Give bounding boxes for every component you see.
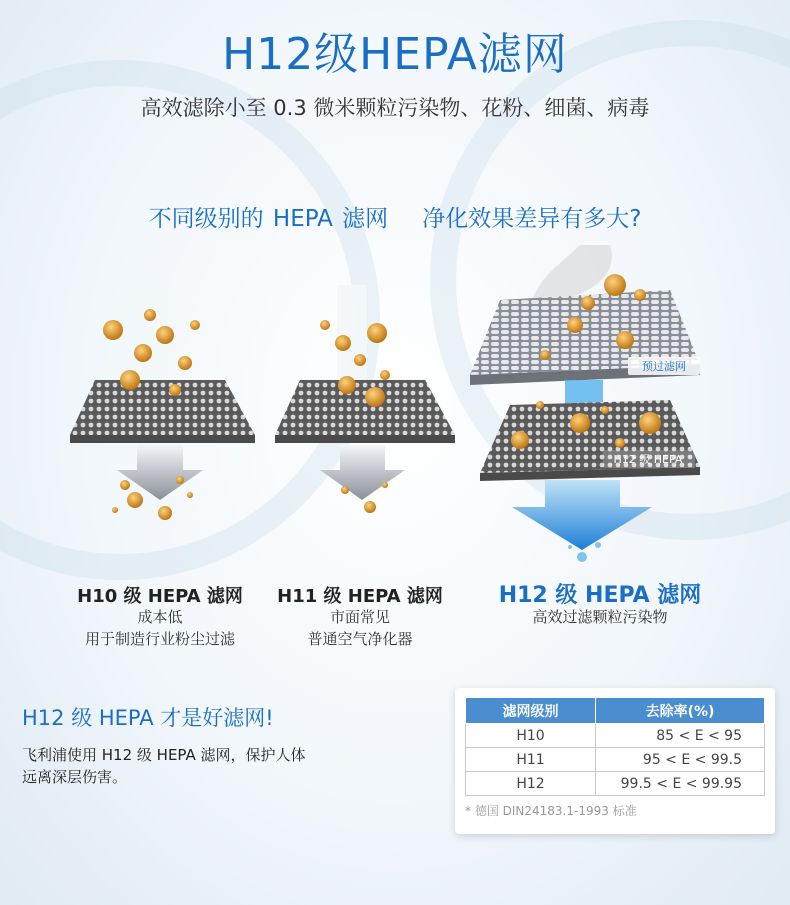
comparison-question xyxy=(0,200,790,233)
question-left: 不同级别的 HEPA 滤网 xyxy=(148,206,389,232)
h10-desc-2: 用于制造行业粉尘过滤 xyxy=(84,630,235,648)
filter-edge xyxy=(275,435,455,443)
conclusion-text xyxy=(22,744,306,788)
grade-cell: H10 xyxy=(466,724,596,748)
conclusion-line-2: 远离深层伤害。 xyxy=(22,768,128,786)
filter-mesh xyxy=(70,380,255,435)
table-row xyxy=(466,772,765,796)
h10-filter-illustration xyxy=(55,285,265,525)
h12-label: H12 级 HEPA 滤网 xyxy=(498,583,702,608)
table-header-grade: 滤网级别 xyxy=(466,698,596,724)
efficiency-table-card xyxy=(455,688,775,834)
table-header-rate: 去除率(%) xyxy=(596,698,765,724)
rate-cell: 99.5 < E < 99.95 xyxy=(596,772,765,796)
filter-edge xyxy=(70,435,255,443)
h11-desc-2: 普通空气净化器 xyxy=(307,630,413,648)
rate-cell: 95 < E < 99.5 xyxy=(596,748,765,772)
table-row xyxy=(466,724,765,748)
standard-note: * 德国 DIN24183.1-1993 标准 xyxy=(465,804,637,818)
prefilter-label: 预过滤网 xyxy=(642,360,686,373)
page-title: H12级HEPA滤网 xyxy=(222,29,568,80)
down-arrow-icon xyxy=(117,445,203,500)
h11-filter-illustration xyxy=(265,285,465,525)
hepa-label: H12 级 HEPA xyxy=(613,453,683,466)
rate-cell: 85 < E < 95 xyxy=(596,724,765,748)
h12-filter-illustration xyxy=(470,245,720,575)
h11-label: H11 级 HEPA 滤网 xyxy=(277,586,443,607)
table-row xyxy=(466,748,765,772)
h10-desc-1: 成本低 xyxy=(137,608,183,626)
conclusion-title: H12 级 HEPA 才是好滤网! xyxy=(22,706,274,730)
grade-cell: H12 xyxy=(466,772,596,796)
h11-desc-1: 市面常见 xyxy=(329,608,390,626)
h12-desc-1: 高效过滤颗粒污染物 xyxy=(532,608,668,626)
filter-mesh xyxy=(275,380,455,435)
grade-cell: H11 xyxy=(466,748,596,772)
h10-label: H10 级 HEPA 滤网 xyxy=(77,586,243,607)
question-right: 净化效果差异有多大? xyxy=(422,206,642,232)
page-subtitle: 高效滤除小至 0.3 微米颗粒污染物、花粉、细菌、病毒 xyxy=(140,96,650,120)
blue-down-arrow-icon xyxy=(512,480,652,550)
conclusion-line-1: 飞利浦使用 H12 级 HEPA 滤网，保护人体 xyxy=(22,746,306,764)
efficiency-table xyxy=(465,697,765,796)
down-arrow-icon xyxy=(320,445,405,500)
